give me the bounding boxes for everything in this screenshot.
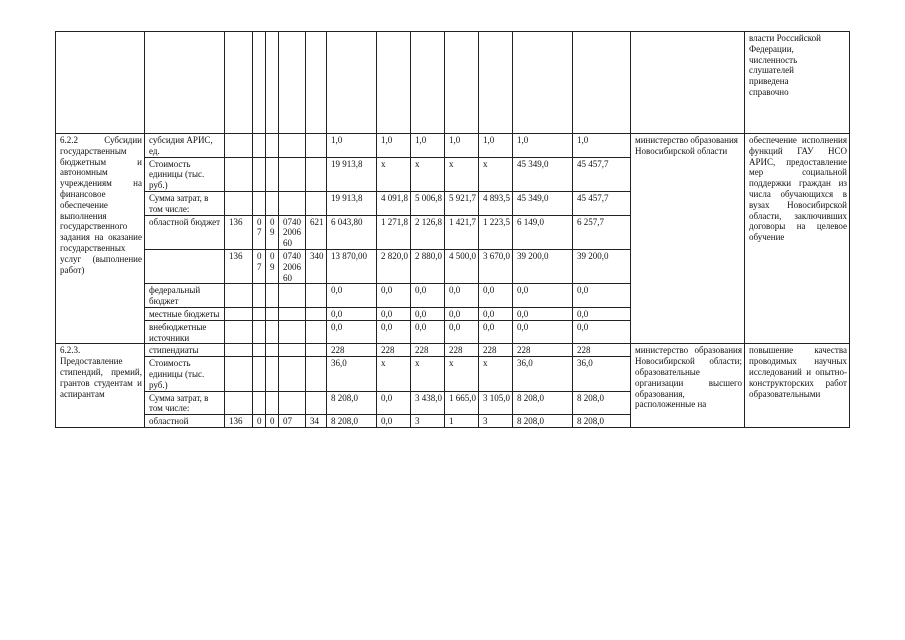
cell-y5: 0,0 — [513, 284, 573, 308]
cell-y1: 2 820,0 — [377, 249, 411, 283]
empty-cell — [266, 32, 279, 134]
cell-vr — [306, 344, 327, 357]
empty-cell — [253, 32, 266, 134]
cell-y2: 0,0 — [411, 284, 445, 308]
cell-y4: 0,0 — [479, 307, 513, 320]
note-line: власти Российской — [749, 33, 821, 43]
cell-grbs — [225, 191, 253, 215]
cell-y6: 0,0 — [573, 320, 631, 344]
cell-rz — [253, 320, 266, 344]
cell-y3: 1 421,7 — [445, 215, 479, 249]
cell-pr — [266, 191, 279, 215]
cell-y2: x — [411, 157, 445, 191]
cell-grbs — [225, 344, 253, 357]
cell-y1: 0,0 — [377, 320, 411, 344]
cell-y3: 0,0 — [445, 284, 479, 308]
cell-pr: 0 — [266, 415, 279, 428]
cell-vr — [306, 320, 327, 344]
cell-y4: 1 223,5 — [479, 215, 513, 249]
result-cell: повышение качества проводимых научных исследований и опытно-конструкторских работ образовательными — [745, 344, 850, 428]
cell-y6: 0,0 — [573, 307, 631, 320]
note-line: Федерации, — [749, 43, 794, 54]
cell-rz: 07 — [253, 249, 266, 283]
cell-rz — [253, 284, 266, 308]
cell-label: Стоимость единицы (тыс. руб.) — [145, 157, 225, 191]
cell-y5: 45 349,0 — [513, 157, 573, 191]
cell-y1: 0,0 — [377, 307, 411, 320]
document-page — [55, 31, 850, 428]
cell-label: субсидия АРИС, ед. — [145, 134, 225, 158]
cell-y2: 0,0 — [411, 320, 445, 344]
cell-grbs: 136 — [225, 215, 253, 249]
cell-total: 8 208,0 — [327, 415, 377, 428]
cell-y4: x — [479, 357, 513, 391]
cell-total: 0,0 — [327, 320, 377, 344]
cell-vr: 621 — [306, 215, 327, 249]
cell-y1: x — [377, 157, 411, 191]
cell-grbs — [225, 157, 253, 191]
cell-y2: 3 — [411, 415, 445, 428]
cell-csr — [279, 320, 306, 344]
continued-note-cell — [745, 32, 850, 134]
cell-y1: 1,0 — [377, 134, 411, 158]
table-row — [56, 344, 850, 357]
cell-y3: x — [445, 157, 479, 191]
cell-y4: 3 105,0 — [479, 391, 513, 415]
cell-vr — [306, 307, 327, 320]
cell-label: Сумма затрат, в том числе: — [145, 391, 225, 415]
cell-label: местные бюджеты — [145, 307, 225, 320]
cell-pr — [266, 307, 279, 320]
cell-y5: 0,0 — [513, 320, 573, 344]
cell-label: внебюджетные источники — [145, 320, 225, 344]
empty-cell — [411, 32, 445, 134]
cell-csr — [279, 134, 306, 158]
cell-grbs — [225, 134, 253, 158]
cell-grbs — [225, 284, 253, 308]
empty-cell — [306, 32, 327, 134]
cell-y5: 6 149,0 — [513, 215, 573, 249]
cell-y2: 3 438,0 — [411, 391, 445, 415]
cell-total: 8 208,0 — [327, 391, 377, 415]
cell-y4: 1,0 — [479, 134, 513, 158]
cell-y6: 8 208,0 — [573, 391, 631, 415]
cell-y6: 45 457,7 — [573, 157, 631, 191]
cell-total: 0,0 — [327, 307, 377, 320]
note-line: приведена — [749, 76, 789, 87]
cell-total: 0,0 — [327, 284, 377, 308]
cell-vr — [306, 357, 327, 391]
cell-y4: 0,0 — [479, 320, 513, 344]
cell-label: Сумма затрат, в том числе: — [145, 191, 225, 215]
cell-y1: 0,0 — [377, 284, 411, 308]
cell-y6: 228 — [573, 344, 631, 357]
program-activities-table — [55, 31, 850, 428]
cell-rz — [253, 191, 266, 215]
cell-total: 19 913,8 — [327, 191, 377, 215]
cell-vr — [306, 191, 327, 215]
cell-csr — [279, 191, 306, 215]
cell-total: 19 913,8 — [327, 157, 377, 191]
cell-vr — [306, 284, 327, 308]
cell-grbs — [225, 307, 253, 320]
cell-y4: x — [479, 157, 513, 191]
note-line: численность — [749, 54, 798, 65]
cell-label: областной бюджет — [145, 215, 225, 249]
cell-pr: 09 — [266, 249, 279, 283]
cell-y3: 1 665,0 — [445, 391, 479, 415]
cell-csr — [279, 284, 306, 308]
cell-rz — [253, 391, 266, 415]
cell-y2: 2 880,0 — [411, 249, 445, 283]
cell-grbs: 136 — [225, 249, 253, 283]
cell-y5: 45 349,0 — [513, 191, 573, 215]
empty-cell — [513, 32, 573, 134]
table-row — [56, 134, 850, 158]
cell-vr — [306, 134, 327, 158]
empty-cell — [573, 32, 631, 134]
cell-pr — [266, 157, 279, 191]
cell-total: 228 — [327, 344, 377, 357]
cell-vr: 34 — [306, 415, 327, 428]
empty-cell — [479, 32, 513, 134]
cell-rz — [253, 307, 266, 320]
cell-csr — [279, 344, 306, 357]
cell-y4: 4 893,5 — [479, 191, 513, 215]
cell-total: 13 870,00 — [327, 249, 377, 283]
cell-y2: 1,0 — [411, 134, 445, 158]
cell-csr — [279, 357, 306, 391]
empty-cell — [56, 32, 145, 134]
cell-y6: 6 257,7 — [573, 215, 631, 249]
cell-grbs — [225, 357, 253, 391]
activity-title-cell: 6.2.3. Предоставление стипендий, премий, грантов студентам и аспирантам — [56, 344, 145, 428]
empty-cell — [445, 32, 479, 134]
cell-y3: 0,0 — [445, 307, 479, 320]
cell-y6: 1,0 — [573, 134, 631, 158]
cell-y3: 4 500,0 — [445, 249, 479, 283]
cell-csr — [279, 307, 306, 320]
empty-cell — [377, 32, 411, 134]
cell-label: областной — [145, 415, 225, 428]
cell-y2: 5 006,8 — [411, 191, 445, 215]
cell-y2: 2 126,8 — [411, 215, 445, 249]
cell-y3: 0,0 — [445, 320, 479, 344]
cell-rz — [253, 357, 266, 391]
cell-y6: 36,0 — [573, 357, 631, 391]
cell-grbs — [225, 391, 253, 415]
note-line: слушателей — [749, 65, 794, 76]
cell-label — [145, 249, 225, 283]
cell-y5: 8 208,0 — [513, 415, 573, 428]
cell-vr — [306, 391, 327, 415]
cell-y5: 0,0 — [513, 307, 573, 320]
cell-total: 1,0 — [327, 134, 377, 158]
continuation-row — [56, 32, 850, 134]
cell-rz: 07 — [253, 215, 266, 249]
note-line: справочно — [749, 86, 789, 97]
cell-y5: 39 200,0 — [513, 249, 573, 283]
cell-vr — [306, 157, 327, 191]
cell-csr — [279, 157, 306, 191]
cell-y1: 4 091,8 — [377, 191, 411, 215]
cell-y3: 1 — [445, 415, 479, 428]
cell-pr — [266, 391, 279, 415]
cell-y4: 228 — [479, 344, 513, 357]
cell-y2: 0,0 — [411, 307, 445, 320]
cell-y6: 0,0 — [573, 284, 631, 308]
result-cell: обеспечение исполнения функций ГАУ НСО АРИС, предоставление мер социальной поддержки граждан из числа обучающихся в вузах Новосибирской области, заключивших договоры на целевое обучение — [745, 134, 850, 344]
cell-y1: 228 — [377, 344, 411, 357]
cell-rz: 0 — [253, 415, 266, 428]
cell-total: 36,0 — [327, 357, 377, 391]
empty-cell — [145, 32, 225, 134]
cell-y6: 8 208,0 — [573, 415, 631, 428]
empty-cell — [279, 32, 306, 134]
cell-pr — [266, 134, 279, 158]
cell-y6: 39 200,0 — [573, 249, 631, 283]
cell-csr — [279, 391, 306, 415]
cell-total: 6 043,80 — [327, 215, 377, 249]
cell-y1: 1 271,8 — [377, 215, 411, 249]
activity-title-cell: 6.2.2 Субсидии государственным бюджетным и автономным учреждениям на финансовое обеспечение выполнения государственного задания на оказание государственных услуг (выполнение работ) — [56, 134, 145, 344]
executor-cell: министерство образования Новосибирской области; образовательные организации высшего образования, расположенные на — [631, 344, 745, 428]
cell-grbs — [225, 320, 253, 344]
cell-y5: 36,0 — [513, 357, 573, 391]
cell-rz — [253, 344, 266, 357]
cell-csr: 0740200660 — [279, 215, 306, 249]
empty-cell — [631, 32, 745, 134]
cell-y6: 45 457,7 — [573, 191, 631, 215]
cell-y1: 0,0 — [377, 415, 411, 428]
cell-y3: 228 — [445, 344, 479, 357]
cell-label: федеральный бюджет — [145, 284, 225, 308]
cell-label: стипендиаты — [145, 344, 225, 357]
cell-y5: 228 — [513, 344, 573, 357]
cell-label: Стоимость единицы (тыс. руб.) — [145, 357, 225, 391]
cell-y5: 8 208,0 — [513, 391, 573, 415]
cell-grbs: 136 — [225, 415, 253, 428]
cell-pr: 09 — [266, 215, 279, 249]
cell-y3: 1,0 — [445, 134, 479, 158]
cell-y3: 5 921,7 — [445, 191, 479, 215]
cell-y4: 3 — [479, 415, 513, 428]
cell-y4: 0,0 — [479, 284, 513, 308]
empty-cell — [327, 32, 377, 134]
cell-y2: 228 — [411, 344, 445, 357]
cell-y3: x — [445, 357, 479, 391]
empty-cell — [225, 32, 253, 134]
cell-y2: x — [411, 357, 445, 391]
cell-y4: 3 670,0 — [479, 249, 513, 283]
cell-y1: x — [377, 357, 411, 391]
cell-csr: 0740200660 — [279, 249, 306, 283]
cell-vr: 340 — [306, 249, 327, 283]
cell-rz — [253, 134, 266, 158]
cell-y5: 1,0 — [513, 134, 573, 158]
cell-csr: 07 — [279, 415, 306, 428]
cell-rz — [253, 157, 266, 191]
cell-pr — [266, 284, 279, 308]
cell-y1: 0,0 — [377, 391, 411, 415]
executor-cell: министерство образования Новосибирской области — [631, 134, 745, 344]
cell-pr — [266, 344, 279, 357]
cell-pr — [266, 320, 279, 344]
cell-pr — [266, 357, 279, 391]
